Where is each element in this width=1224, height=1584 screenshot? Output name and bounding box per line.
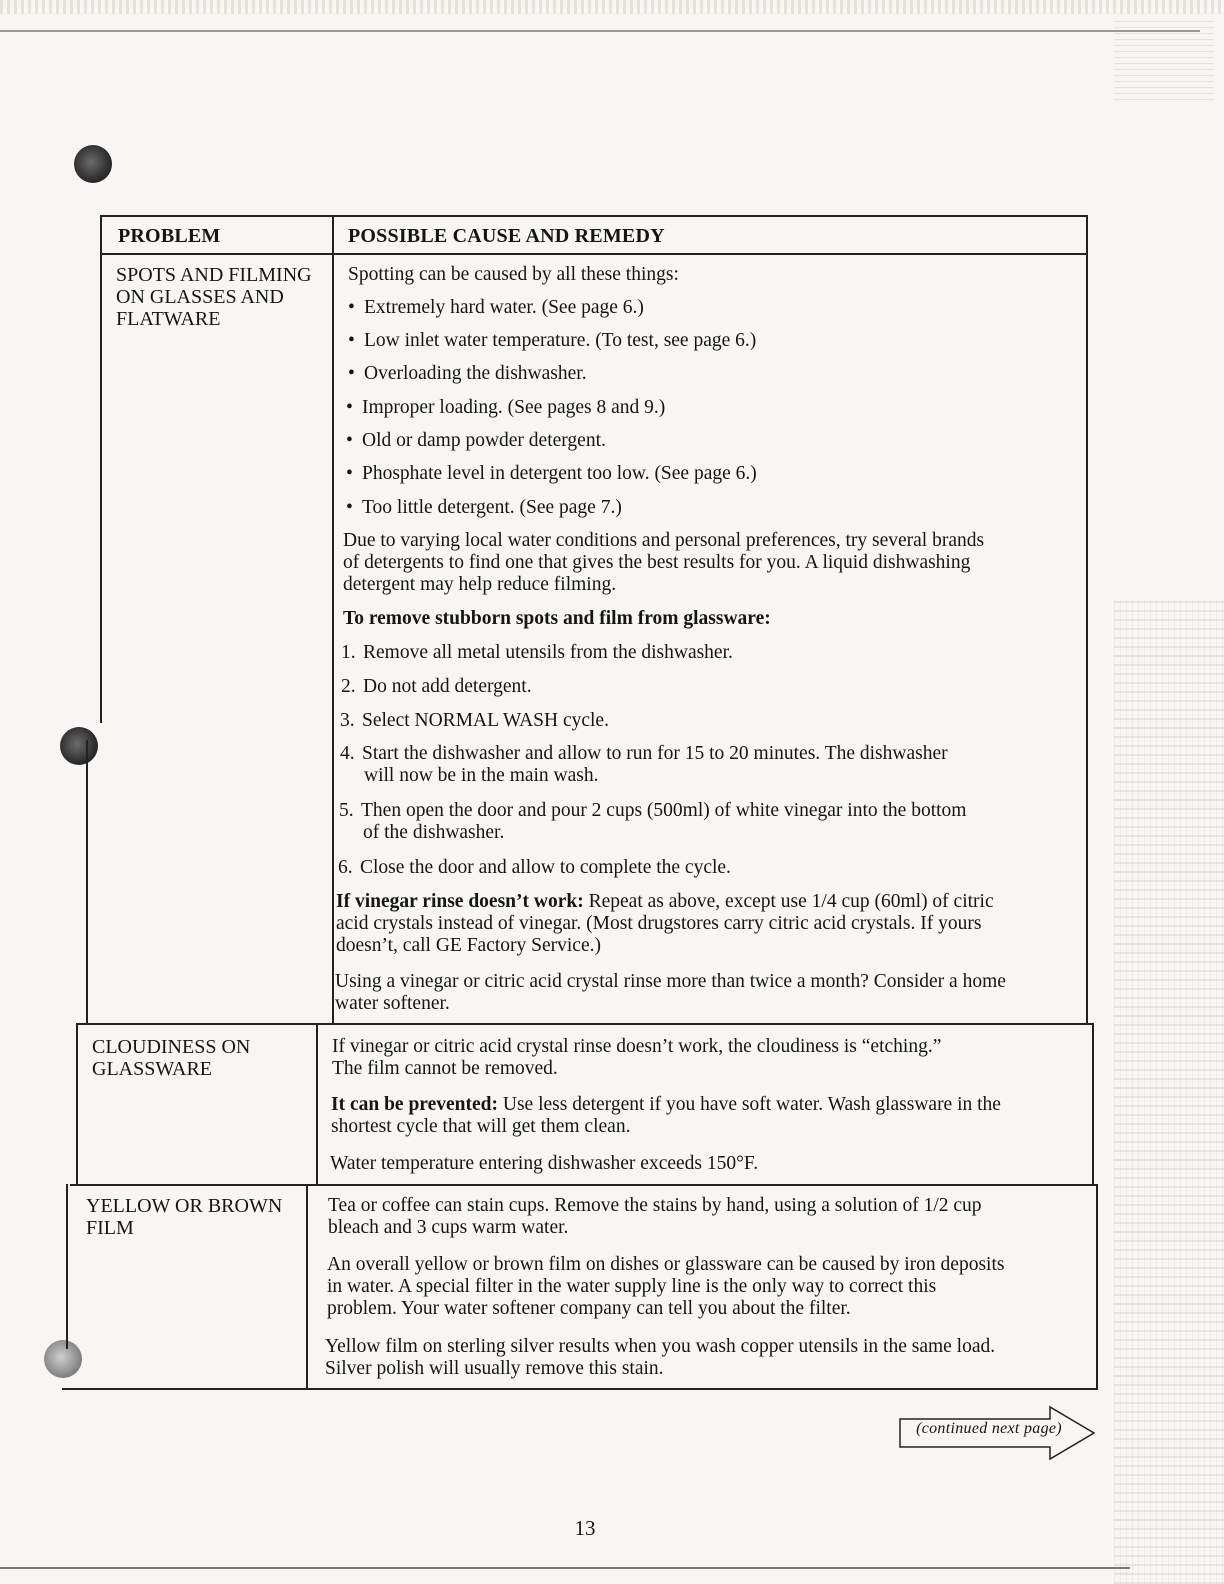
column-divider xyxy=(316,1023,318,1186)
step-item: 5. Then open the door and pour 2 cups (500ml) of white vinegar into the bottom of the dishwasher. xyxy=(339,800,967,843)
varying-conditions-text: Due to varying local water conditions and personal preferences, try several brands of detergents to find one that gives the best results for you. A liquid dishwashing detergent may help reduce filming. xyxy=(343,530,985,595)
table-border-right xyxy=(1086,253,1088,1025)
table-border-left xyxy=(86,740,88,1025)
cause-item: • Low inlet water temperature. (To test, see page 6.) xyxy=(348,330,756,352)
column-divider xyxy=(332,215,334,1023)
spotting-intro: Spotting can be caused by all these things: xyxy=(348,264,679,285)
table-border-right xyxy=(1096,1184,1098,1390)
step-item: 4. Start the dishwasher and allow to run for 15 to 20 minutes. The dishwasher will now be in the main wash. xyxy=(340,743,948,786)
scan-edge-noise xyxy=(1114,20,1214,100)
row-divider xyxy=(76,1023,1094,1025)
cause-item: • Too little detergent. (See page 7.) xyxy=(346,497,622,519)
problem-spots-filming: SPOTS AND FILMING ON GLASSES AND FLATWARE xyxy=(116,264,312,330)
iron-deposits-text: An overall yellow or brown film on dishes or glassware can be caused by iron deposits in water. A special filter in the water supply line is the only way to correct this problem. Your water softener company can tell you about the filter. xyxy=(327,1254,1005,1319)
header-remedy: POSSIBLE CAUSE AND REMEDY xyxy=(348,225,665,247)
continued-next-page: (continued next page) xyxy=(916,1420,1062,1437)
silver-text: Yellow film on sterling silver results when you wash copper utensils in the same load. Silver polish will usually remove this stain. xyxy=(325,1336,996,1379)
binder-hole-icon xyxy=(60,727,98,765)
cause-item: • Extremely hard water. (See page 6.) xyxy=(348,297,644,319)
scan-edge-noise xyxy=(1114,600,1224,1584)
stubborn-spots-heading: To remove stubborn spots and film from glassware: xyxy=(343,608,771,629)
etching-text: If vinegar or citric acid crystal rinse doesn’t work, the cloudiness is “etching.” The film cannot be removed. xyxy=(332,1036,942,1079)
scan-bottom-edge xyxy=(0,1567,1130,1569)
page-number: 13 xyxy=(574,1516,596,1540)
header-problem: PROBLEM xyxy=(118,225,221,247)
cause-item: • Old or damp powder detergent. xyxy=(346,430,606,452)
step-item: 6. Close the door and allow to complete the cycle. xyxy=(338,857,731,878)
table-border-left xyxy=(100,253,102,723)
scan-top-edge xyxy=(0,30,1200,32)
problem-yellow-brown-film: YELLOW OR BROWN FILM xyxy=(86,1195,283,1239)
table-border-left xyxy=(76,1023,78,1186)
scan-speckle xyxy=(0,0,1224,14)
cause-item: • Phosphate level in detergent too low. (See page 6.) xyxy=(346,463,757,485)
cause-item: • Improper loading. (See pages 8 and 9.) xyxy=(346,397,665,419)
column-divider xyxy=(306,1184,308,1390)
vinegar-rinse-text: If vinegar rinse doesn’t work: Repeat as above, except use 1/4 cup (60ml) of citric acid crystals instead of vinegar. (Most drugstores carry citric acid crystals. If yours doesn’t, call GE Factory Service.) xyxy=(336,891,994,956)
binder-hole-icon xyxy=(74,145,112,183)
tea-coffee-text: Tea or coffee can stain cups. Remove the stains by hand, using a solution of 1/2 cup bleach and 3 cups warm water. xyxy=(328,1195,982,1238)
problem-cloudiness: CLOUDINESS ON GLASSWARE xyxy=(92,1036,251,1080)
binder-hole-icon xyxy=(44,1340,82,1378)
cause-item: • Overloading the dishwasher. xyxy=(348,363,587,385)
prevention-text: It can be prevented: Use less detergent if you have soft water. Wash glassware in the shortest cycle that will get them clean. xyxy=(331,1094,1001,1137)
table-border-bottom xyxy=(62,1388,1098,1390)
row-divider xyxy=(70,1184,1098,1186)
table-border-left xyxy=(66,1184,68,1349)
step-item: 3. Select NORMAL WASH cycle. xyxy=(340,710,609,731)
step-item: 2. Do not add detergent. xyxy=(341,676,532,697)
water-softener-text: Using a vinegar or citric acid crystal rinse more than twice a month? Consider a home water softener. xyxy=(335,971,1006,1014)
step-item: 1. Remove all metal utensils from the dishwasher. xyxy=(341,642,733,663)
temperature-text: Water temperature entering dishwasher exceeds 150°F. xyxy=(330,1153,759,1174)
table-border-right xyxy=(1092,1023,1094,1186)
